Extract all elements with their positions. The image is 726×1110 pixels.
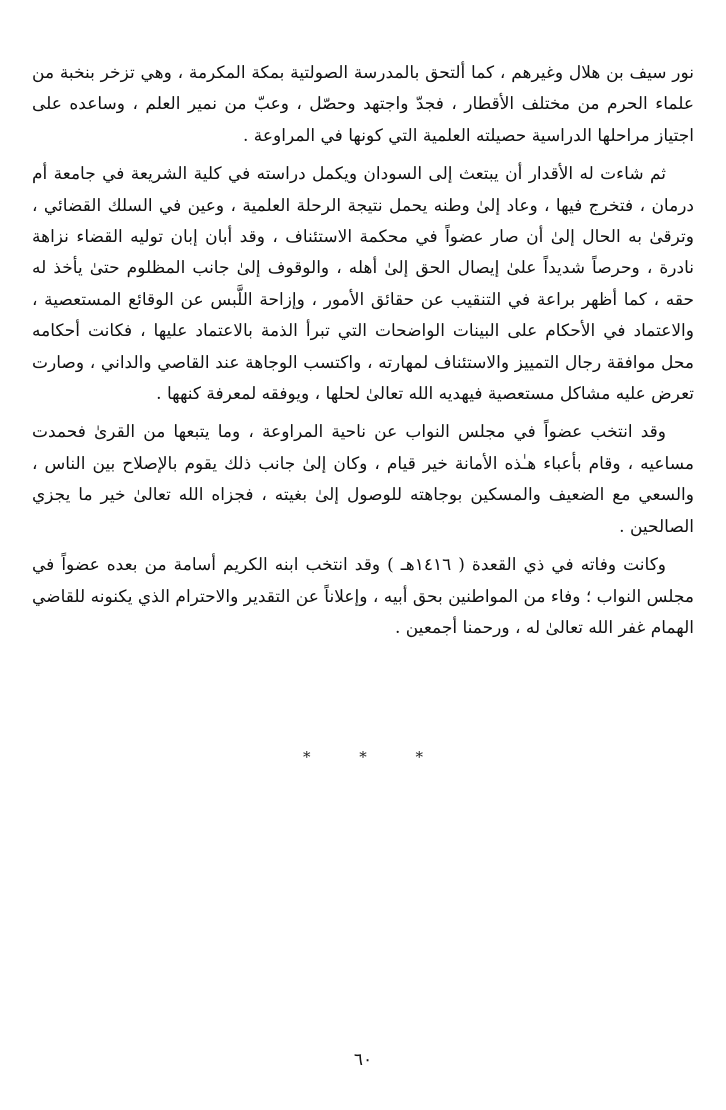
body-text [32,58,694,651]
paragraph-3: وقد انتخب عضواً في مجلس النواب عن ناحية المراوعة ، وما يتبعها من القرىٰ فحمدت مساعيه ، وقام بأعباء هـٰذه الأمانة خير قيام ، وكان إلىٰ جانب ذلك يقوم بالإصلاح بين الناس ، والسعي مع الضعيف والمسكين بوجاهته للوصول إلىٰ بغيته ، فجزاه الله تعالىٰ خير ما يجزي الصالحين . [32,422,694,537]
page-number: ٦٠ [353,1050,373,1070]
section-separator: * * * [302,748,446,766]
paragraph-2: ثم شاءت له الأقدار أن يبتعث إلى السودان ويكمل دراسته في كلية الشريعة في جامعة أم درمان ، فتخرج فيها ، وعاد إلىٰ وطنه يحمل نتيجة الرحلة العلمية ، وعين في السلك القضائي ، وترقىٰ به الحال إلىٰ أن صار عضواً في محكمة الاستئناف ، وقد أبان إبان توليه القضاء نزاهة نادرة ، وحرصاً شديداً علىٰ إيصال الحق إلىٰ أهله ، والوقوف إلىٰ جانب المظلوم حتىٰ يأخذ له حقه ، كما أظهر براعة في التنقيب عن حقائق الأمور ، وإزاحة اللَّبس عن الوقائع المستعصية ، والاعتماد في الأحكام على البينات الواضحات التي تبرأ الذمة بالاعتماد عليها ، فكانت أحكامه محل موافقة رجال التمييز والاستئناف لمهارته ، واكتسب الوجاهة عند القاصي والداني ، وصارت تعرض عليه مشاكل مستعصية فيهديه الله تعالىٰ لحلها ، ويوفقه لمعرفة كنهها . [32,164,694,405]
paragraph-1: نور سيف بن هلال وغيرهم ، كما ألتحق بالمدرسة الصولتية بمكة المكرمة ، وهي تزخر بنخبة من علماء الحرم من مختلف الأقطار ، فجدّ واجتهد وحصّل ، وعبّ من نمير العلم ، وساعده على اجتياز مراحلها الدراسية حصيلته العلمية التي كونها في المراوعة . [32,63,694,146]
paragraph-4: وكانت وفاته في ذي القعدة ( ١٤١٦هـ ) وقد انتخب ابنه الكريم أسامة من بعده عضواً في مجلس النواب ؛ وفاء من المواطنين بحق أبيه ، وإعلاناً عن التقدير والاحترام الذي يكنونه للقاضي الهمام غفر الله تعالىٰ له ، ورحمنا أجمعين . [32,555,694,638]
